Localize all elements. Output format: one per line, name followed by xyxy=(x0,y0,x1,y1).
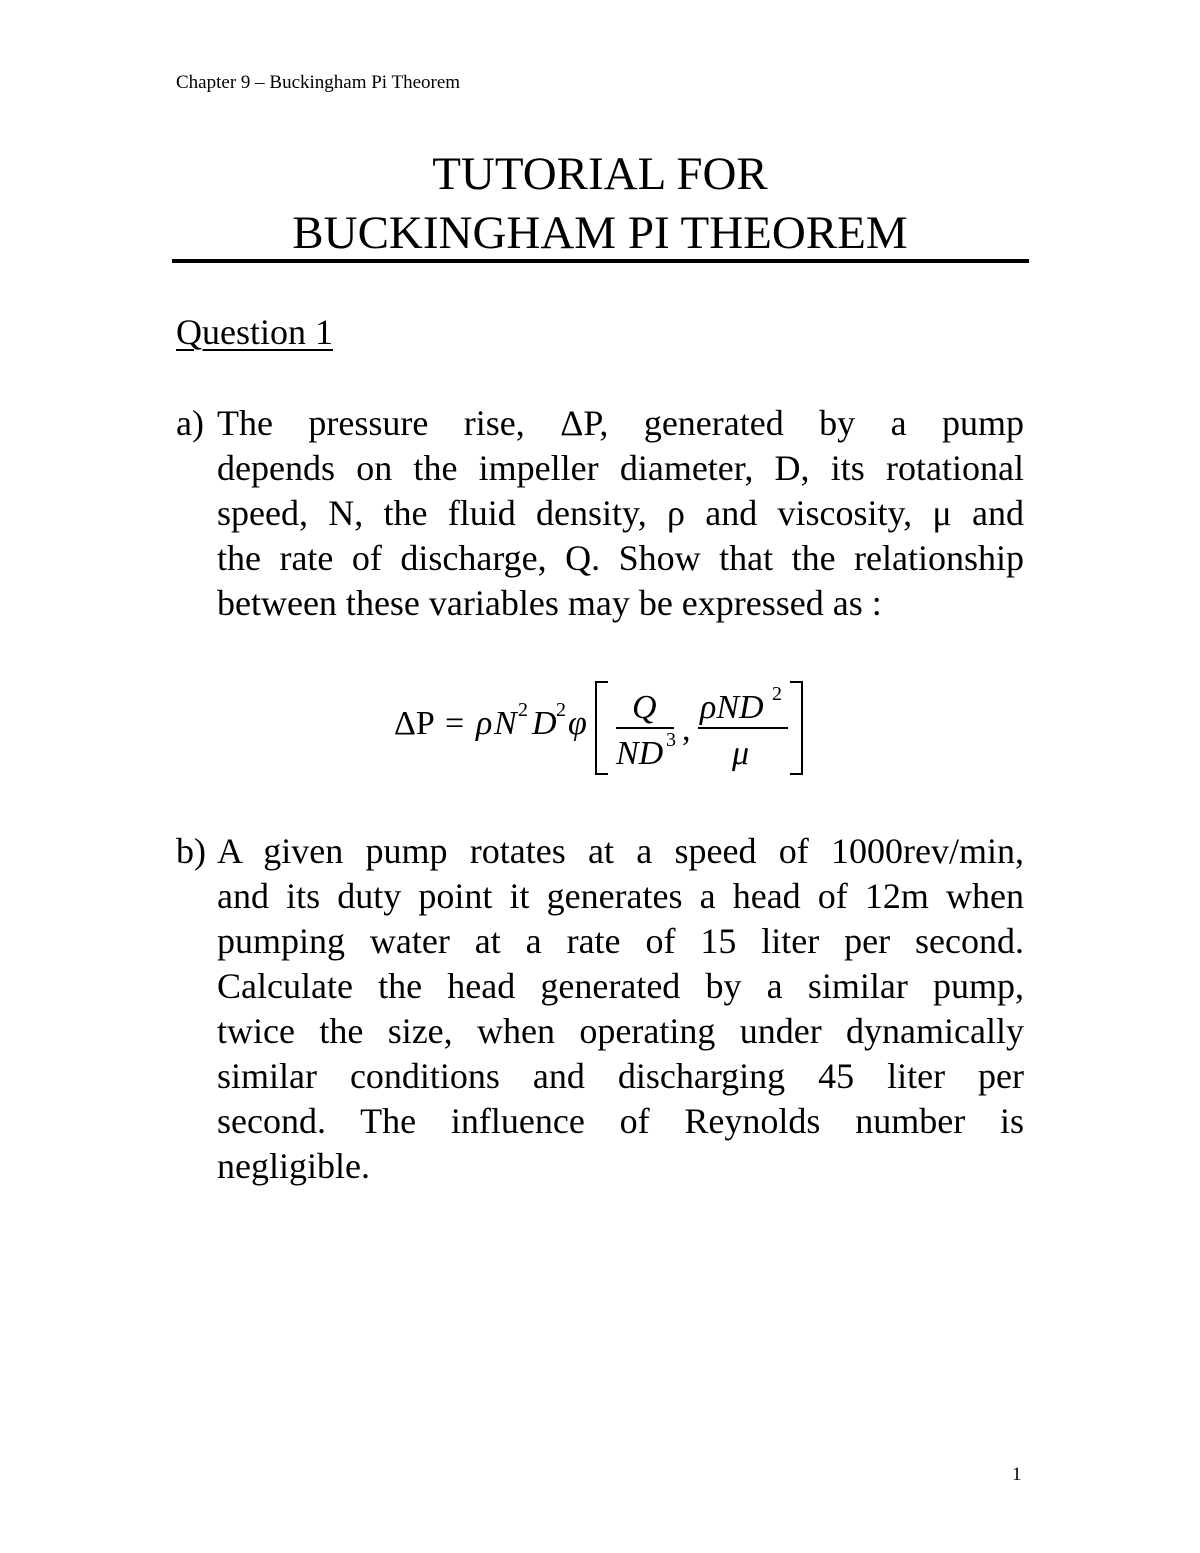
left-bracket xyxy=(596,682,608,774)
part-b-line: second. The influence of Reynolds number is xyxy=(217,1101,1024,1141)
right-bracket xyxy=(790,682,802,774)
part-b-line: A given pump rotates at a speed of 1000rev/min, xyxy=(217,831,1024,871)
part-b-line: Calculate the head generated by a similar pump, xyxy=(217,966,1024,1006)
part-a-line: speed, N, the fluid density, ρ and viscosity, μ and xyxy=(217,493,1024,533)
fraction-1-numerator: Q xyxy=(632,689,657,726)
equation-comma: , xyxy=(682,711,691,748)
page-title-line-2: BUCKINGHAM PI THEOREM xyxy=(292,207,908,259)
fraction-2-numerator-exponent: 2 xyxy=(772,683,782,705)
part-b-label: b) xyxy=(176,831,206,871)
fraction-2-denominator: μ xyxy=(732,735,750,772)
pressure-rise-equation xyxy=(390,672,820,782)
part-a-line: the rate of discharge, Q. Show that the relationship xyxy=(217,538,1024,578)
page-number: 1 xyxy=(1012,1464,1022,1485)
part-b-line: and its duty point it generates a head of 12m when xyxy=(217,876,1024,916)
part-a-line: The pressure rise, ΔP, generated by a pump xyxy=(217,403,1024,443)
part-b-line: pumping water at a rate of 15 liter per second. xyxy=(217,921,1024,961)
part-a-line: depends on the impeller diameter, D, its rotational xyxy=(217,448,1024,488)
page-title-line-1: TUTORIAL FOR xyxy=(432,148,768,200)
running-header: Chapter 9 – Buckingham Pi Theorem xyxy=(176,72,461,93)
question-heading: Question 1 xyxy=(176,312,333,352)
equation-rho: ρ xyxy=(476,705,493,742)
equation-n-exponent: 2 xyxy=(518,699,528,721)
part-a-line: between these variables may be expressed as : xyxy=(217,583,882,623)
equation-d: D xyxy=(532,705,557,742)
equation-n: N xyxy=(494,705,517,742)
part-b-line: similar conditions and discharging 45 liter per xyxy=(217,1056,1024,1096)
equation-lhs: ΔP xyxy=(394,705,435,742)
fraction-2-numerator: ρND xyxy=(700,689,764,726)
fraction-1-denominator: ND xyxy=(616,735,664,772)
part-b-line: twice the size, when operating under dynamically xyxy=(217,1011,1024,1051)
equation-phi: φ xyxy=(568,705,587,742)
equation-equals: = xyxy=(445,705,465,742)
part-a-label: a) xyxy=(176,403,204,443)
fraction-1-denominator-exponent: 3 xyxy=(666,729,676,751)
part-b-line: negligible. xyxy=(217,1146,370,1186)
title-divider xyxy=(172,259,1029,263)
equation-d-exponent: 2 xyxy=(556,699,566,721)
